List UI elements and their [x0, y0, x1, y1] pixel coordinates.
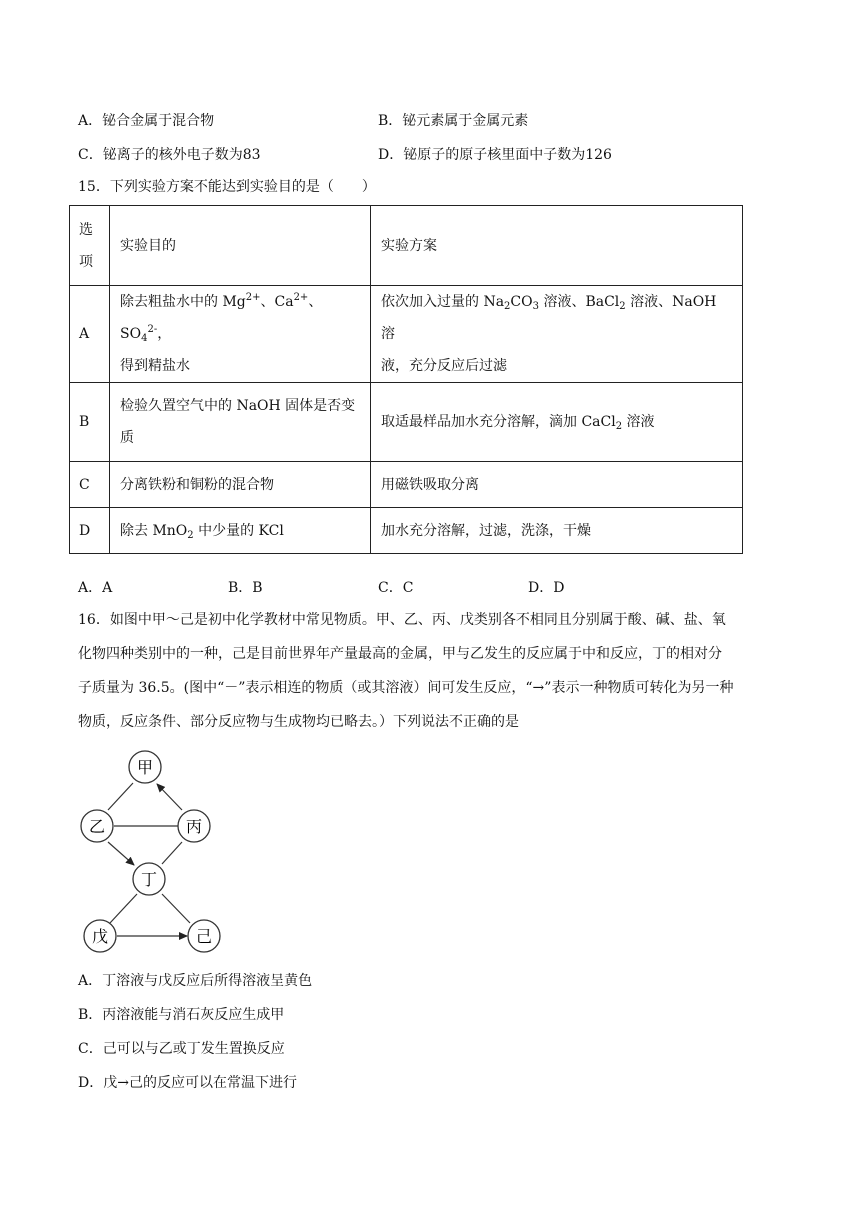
svg-text:丙: 丙: [185, 817, 203, 836]
svg-text:甲: 甲: [136, 758, 154, 777]
node-ding: [133, 863, 165, 895]
q14-option-d: [378, 145, 612, 165]
svg-text:丁: 丁: [140, 870, 158, 889]
q14-option-b: [378, 111, 528, 131]
svg-text:己: 己: [195, 927, 213, 946]
edge-jia-yi: [108, 783, 133, 810]
row-purpose: 分离铁粉和铜粉的混合物: [110, 462, 371, 508]
node-jia: [129, 751, 161, 783]
option-letter: B．: [378, 113, 403, 129]
row-option: D: [70, 508, 110, 554]
table-row: [70, 508, 743, 554]
header-purpose: 实验目的: [110, 206, 371, 286]
q14-option-c: [78, 145, 261, 165]
header-option: 选 项: [70, 206, 110, 286]
row-plan: 取适最样品加水充分溶解，滴加 CaCl$_2$ 溶液: [371, 383, 743, 462]
row-plan: 依次加入过量的 $Na_2CO_3$ 溶液、BaCl$_2$ 溶液、NaOH 溶 液，充分反应后过滤: [371, 286, 743, 383]
option-text: 铋离子的核外电子数为83: [102, 147, 261, 163]
node-ji: [188, 920, 220, 952]
edge-ding-wu: [110, 894, 137, 923]
experiment-table: [69, 205, 743, 554]
option-text: 铋合金属于混合物: [102, 113, 215, 129]
row-option: B: [70, 383, 110, 462]
q16-option-a: A．丁溶液与戊反应后所得溶液呈黄色: [78, 973, 313, 989]
node-bing: [178, 810, 210, 842]
row-purpose: 除去 MnO$_2$ 中少量的 KCl: [110, 508, 371, 554]
option-letter: C．: [78, 147, 103, 163]
row-plan: 用磁铁吸取分离: [371, 462, 743, 508]
table-header-row: [70, 206, 743, 286]
q16-option-b: B．丙溶液能与消石灰反应生成甲: [78, 1007, 285, 1023]
node-yi: [81, 810, 113, 842]
edge-bing-ding: [162, 842, 182, 864]
option-letter: A．: [78, 113, 103, 129]
row-option: A: [70, 286, 110, 383]
svg-text:乙: 乙: [88, 817, 106, 836]
node-wu: [84, 920, 116, 952]
row-purpose: 除去粗盐水中的 $Mg^{2+}$、$Ca^{2+}$、$SO_4^{2-}$， 得到精盐水: [110, 286, 371, 383]
q16-stem-line: 化物四种类别中的一种，己是目前世界年产量最高的金属，甲与乙发生的反应属于中和反应，丁的相对分: [78, 646, 722, 662]
q16-stem-line: 子质量为 36.5。(图中“－”表示相连的物质（或其溶液）间可发生反应，“→”表示一种物质可转化为另一种: [78, 680, 734, 696]
q15-answer-b: B．B: [228, 580, 263, 596]
q16-stem-line: 16．如图中甲～己是初中化学教材中常见物质。甲、乙、丙、戊类别各不相同且分别属于酸、碱、盐、氧: [78, 612, 726, 628]
q15-stem: 15．下列实验方案不能达到实验目的是（ ）: [78, 179, 376, 195]
q15-answer-a: A．A: [78, 580, 113, 596]
option-text: 铋元素属于金属元素: [402, 113, 529, 129]
row-option: C: [70, 462, 110, 508]
option-text: 铋原子的原子核里面中子数为126: [403, 147, 612, 163]
table-row: [70, 286, 743, 383]
q16-stem-line: 物质，反应条件、部分反应物与生成物均已略去。）下列说法不正确的是: [78, 714, 519, 730]
edge-ding-ji: [162, 894, 190, 923]
arrow-bing-to-jia: [157, 784, 182, 810]
header-plan: 实验方案: [371, 206, 743, 286]
q15-answer-d: D．D: [528, 580, 565, 596]
substance-relationship-diagram: [70, 745, 230, 960]
q16-option-c: C．己可以与乙或丁发生置换反应: [78, 1041, 285, 1057]
svg-text:戊: 戊: [91, 927, 109, 946]
q14-option-a: [78, 111, 214, 131]
q16-option-d: D．戊→己的反应可以在常温下进行: [78, 1075, 297, 1091]
option-letter: D．: [378, 147, 404, 163]
q15-answer-c: C．C: [378, 580, 414, 596]
table-row: [70, 383, 743, 462]
arrow-yi-to-ding: [108, 842, 134, 865]
table-row: [70, 462, 743, 508]
row-purpose: 检验久置空气中的 NaOH 固体是否变 质: [110, 383, 371, 462]
row-plan: 加水充分溶解，过滤，洗涤，干燥: [371, 508, 743, 554]
